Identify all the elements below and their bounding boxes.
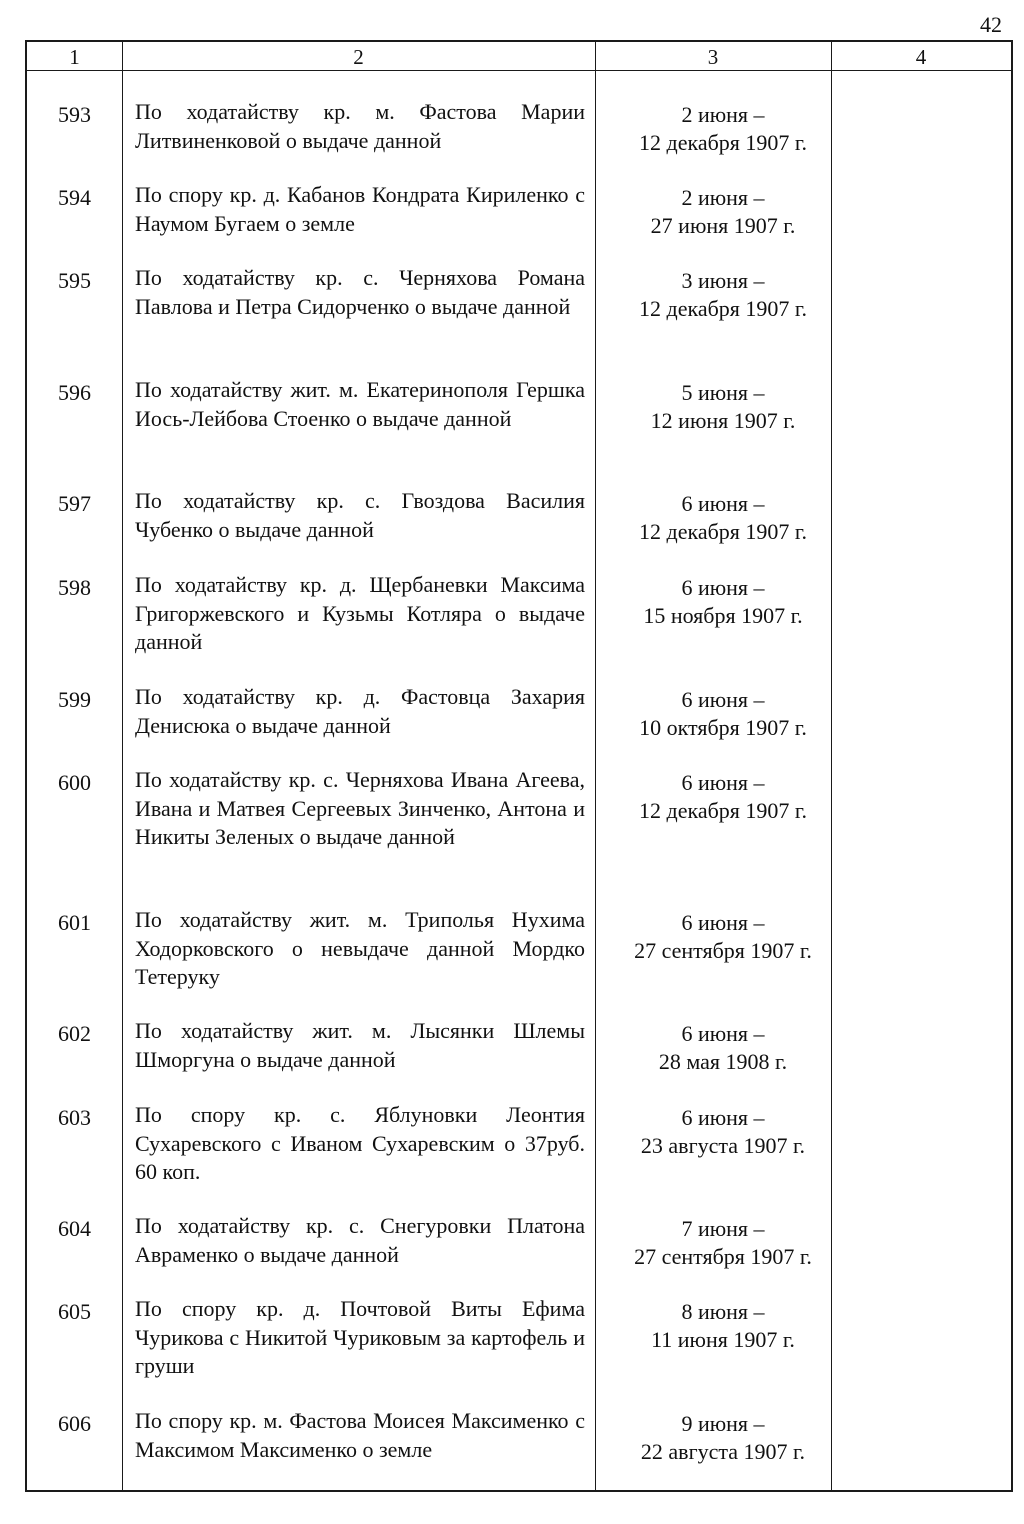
date-end: 27 сентября 1907 г.	[634, 1244, 812, 1269]
row-number: 604	[58, 1216, 91, 1241]
table-row	[27, 1212, 1011, 1295]
date-end: 22 августа 1907 г.	[640, 1439, 806, 1464]
table-row	[27, 683, 1011, 766]
date-end: 11 июня 1907 г.	[651, 1327, 795, 1352]
row-number: 603	[58, 1105, 91, 1130]
date-end: 12 декабря 1907 г.	[639, 519, 807, 544]
date-end: 12 декабря 1907 г.	[639, 296, 807, 321]
date-start: 6 июня –	[681, 1021, 765, 1046]
date-start: 6 июня –	[681, 687, 765, 712]
case-description: По ходатайству жит. м. Триполья Нухима Ходорковского о невыдаче данной Мордко Тетеруку	[135, 907, 585, 989]
date-end: 10 октября 1907 г.	[639, 715, 807, 740]
table-row	[27, 264, 1011, 376]
date-range	[605, 1295, 841, 1354]
row-number: 602	[58, 1021, 91, 1046]
date-start: 6 июня –	[681, 491, 765, 516]
date-start: 2 июня –	[681, 185, 765, 210]
row-number: 601	[58, 910, 91, 935]
date-start: 2 июня –	[681, 102, 765, 127]
column-header-2: 2	[353, 45, 364, 69]
date-end: 28 мая 1908 г.	[658, 1049, 788, 1074]
date-range	[605, 1407, 841, 1466]
row-number: 596	[58, 380, 91, 405]
case-description: По ходатайству кр. с. Снегуровки Платона Авраменко о выдаче данной	[135, 1213, 585, 1267]
row-number: 594	[58, 185, 91, 210]
column-header-1: 1	[69, 45, 80, 69]
date-start: 6 июня –	[681, 1105, 765, 1130]
table-row	[27, 376, 1011, 487]
date-range	[605, 1212, 841, 1271]
table-row	[27, 487, 1011, 571]
case-description: По ходатайству кр. д. Щербаневки Максима Григоржевского и Кузьмы Котляра о выдаче данной	[135, 572, 585, 654]
case-description: По ходатайству кр. м. Фастова Марии Литвиненковой о выдаче данной	[135, 99, 585, 153]
table-row	[27, 1017, 1011, 1101]
date-range	[605, 487, 841, 546]
page-number: 42	[980, 12, 1002, 37]
case-description: По спору кр. д. Кабанов Кондрата Кириленко с Наумом Бугаем о земле	[135, 182, 585, 236]
row-number: 597	[58, 491, 91, 516]
date-start: 7 июня –	[681, 1216, 765, 1241]
table-body	[27, 98, 1011, 1497]
date-start: 5 июня –	[681, 380, 765, 405]
table-row	[27, 181, 1011, 264]
table-row	[27, 906, 1011, 1017]
date-start: 6 июня –	[681, 575, 765, 600]
date-end: 12 июня 1907 г.	[650, 408, 796, 433]
date-end: 27 сентября 1907 г.	[634, 938, 812, 963]
case-description: По спору кр. м. Фастова Моисея Максименко с Максимом Максименко о земле	[135, 1408, 585, 1462]
date-range	[605, 683, 841, 742]
case-description: По ходатайству жит. м. Лысянки Шлемы Шморгуна о выдаче данной	[135, 1018, 585, 1072]
date-range	[605, 571, 841, 630]
row-number: 593	[58, 102, 91, 127]
table-row	[27, 98, 1011, 181]
table-row	[27, 571, 1011, 683]
column-header-4: 4	[915, 45, 927, 69]
case-description: По ходатайству кр. д. Фастовца Захария Денисюка о выдаче данной	[135, 684, 585, 738]
inventory-table	[25, 40, 1013, 1492]
case-description: По спору кр. с. Яблуновки Леонтия Сухаревского с Иваном Сухаревским о 37руб. 60 коп.	[135, 1102, 585, 1184]
date-range	[605, 264, 841, 323]
date-end: 12 декабря 1907 г.	[639, 130, 807, 155]
table-row	[27, 1407, 1011, 1497]
date-end: 15 ноября 1907 г.	[643, 603, 803, 628]
date-range	[605, 98, 841, 157]
date-range	[605, 906, 841, 965]
date-end: 23 августа 1907 г.	[640, 1133, 806, 1158]
date-range	[605, 181, 841, 240]
case-description: По спору кр. д. Почтовой Виты Ефима Чурикова с Никитой Чуриковым за картофель и груши	[135, 1296, 585, 1378]
date-end: 12 декабря 1907 г.	[639, 798, 807, 823]
row-number: 598	[58, 575, 91, 600]
table-row	[27, 1295, 1011, 1407]
case-description: По ходатайству кр. с. Черняхова Романа Павлова и Петра Сидорченко о выдаче данной	[135, 265, 585, 319]
date-range	[605, 376, 841, 435]
row-number: 606	[58, 1411, 91, 1436]
date-start: 3 июня –	[681, 268, 765, 293]
case-description: По ходатайству жит. м. Екатеринополя Гершка Иось-Лейбова Стоенко о выдаче данной	[135, 377, 585, 431]
date-start: 6 июня –	[681, 770, 765, 795]
date-start: 8 июня –	[681, 1299, 765, 1324]
row-number: 599	[58, 687, 91, 712]
row-number: 600	[58, 770, 91, 795]
date-start: 6 июня –	[681, 910, 765, 935]
date-start: 9 июня –	[681, 1411, 765, 1436]
date-range	[605, 1017, 841, 1076]
date-range	[605, 1101, 841, 1160]
date-range	[605, 766, 841, 825]
case-description: По ходатайству кр. с. Гвоздова Василия Чубенко о выдаче данной	[135, 488, 585, 542]
table-row	[27, 766, 1011, 906]
column-header-3: 3	[707, 45, 719, 69]
row-number: 595	[58, 268, 91, 293]
row-number: 605	[58, 1299, 91, 1324]
table-row	[27, 1101, 1011, 1212]
header-divider	[27, 70, 1011, 71]
case-description: По ходатайству кр. с. Черняхова Ивана Агеева, Ивана и Матвея Сергеевых Зинченко, Антона и Никиты Зеленых о выдаче данной	[135, 767, 585, 849]
date-end: 27 июня 1907 г.	[650, 213, 796, 238]
